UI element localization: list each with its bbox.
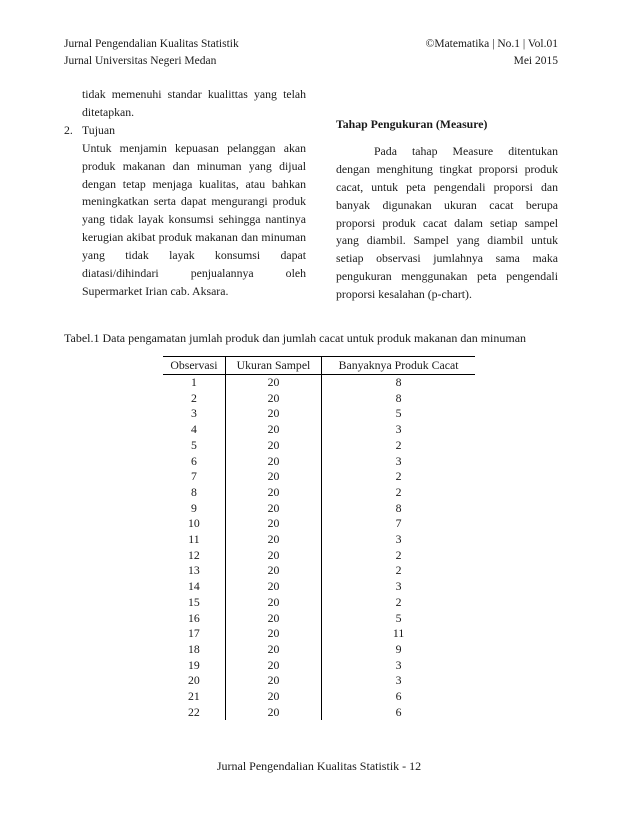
cell-observasi: 4 — [190, 422, 197, 437]
table-row — [163, 563, 475, 579]
cell-observasi: 22 — [188, 704, 200, 719]
cell-produk-cacat: 2 — [322, 548, 475, 564]
cell-observasi: 13 — [188, 563, 200, 578]
table-row — [163, 391, 475, 407]
table-row — [163, 375, 475, 391]
cell-produk-cacat: 7 — [322, 516, 475, 532]
cell-observasi: 19 — [188, 657, 200, 672]
cell-ukuran-sampel: 20 — [225, 485, 321, 501]
cell-ukuran-sampel: 20 — [225, 516, 321, 532]
cell-observasi: 12 — [188, 547, 200, 562]
cell-ukuran-sampel: 20 — [225, 658, 321, 674]
journal-title: Jurnal Pengendalian Kualitas Statistik — [64, 38, 239, 50]
list-item-title: Tujuan — [82, 122, 116, 137]
cell-produk-cacat: 2 — [322, 469, 475, 485]
cell-ukuran-sampel: 20 — [225, 422, 321, 438]
table-row — [163, 469, 475, 485]
column-header-produk-cacat: Banyaknya Produk Cacat — [322, 357, 475, 375]
cell-produk-cacat: 8 — [322, 375, 475, 391]
table-row — [163, 689, 475, 705]
cell-produk-cacat: 2 — [322, 438, 475, 454]
cell-observasi: 8 — [190, 484, 197, 499]
cell-observasi: 2 — [190, 390, 197, 405]
journal-publisher: Jurnal Universitas Negeri Medan — [64, 55, 217, 67]
cell-observasi: 14 — [188, 579, 200, 594]
cell-produk-cacat: 6 — [322, 705, 475, 721]
cell-produk-cacat: 6 — [322, 689, 475, 705]
table-row — [163, 422, 475, 438]
journal-issue: ©Matematika | No.1 | Vol.01 — [425, 38, 558, 50]
cell-ukuran-sampel: 20 — [225, 548, 321, 564]
cell-ukuran-sampel: 20 — [225, 501, 321, 517]
cell-ukuran-sampel: 20 — [225, 563, 321, 579]
table-row — [163, 611, 475, 627]
observation-table — [163, 356, 475, 720]
cell-produk-cacat: 3 — [322, 532, 475, 548]
cell-produk-cacat: 3 — [322, 673, 475, 689]
cell-observasi: 9 — [190, 500, 197, 515]
cell-produk-cacat: 5 — [322, 611, 475, 627]
cell-ukuran-sampel: 20 — [225, 454, 321, 470]
column-header-observasi: Observasi — [163, 357, 225, 375]
cell-observasi: 17 — [188, 626, 200, 641]
cell-observasi: 5 — [190, 437, 197, 452]
cell-produk-cacat: 2 — [322, 485, 475, 501]
cell-ukuran-sampel: 20 — [225, 375, 321, 391]
table-row — [163, 626, 475, 642]
cell-observasi: 7 — [190, 469, 197, 484]
numbered-list-item — [64, 122, 306, 301]
table-row — [163, 438, 475, 454]
cell-ukuran-sampel: 20 — [225, 579, 321, 595]
table-row — [163, 406, 475, 422]
cell-observasi: 20 — [188, 673, 200, 688]
cell-produk-cacat: 3 — [322, 579, 475, 595]
list-item-number: 2. — [64, 122, 73, 137]
table-row — [163, 658, 475, 674]
cell-ukuran-sampel: 20 — [225, 642, 321, 658]
cell-observasi: 16 — [188, 610, 200, 625]
cell-ukuran-sampel: 20 — [225, 595, 321, 611]
right-text-column — [336, 116, 558, 304]
cell-produk-cacat: 8 — [322, 391, 475, 407]
cell-ukuran-sampel: 20 — [225, 469, 321, 485]
journal-date: Mei 2015 — [513, 55, 558, 67]
column-header-ukuran-sampel: Ukuran Sampel — [225, 357, 321, 375]
cell-produk-cacat: 5 — [322, 406, 475, 422]
cell-ukuran-sampel: 20 — [225, 438, 321, 454]
table-row — [163, 454, 475, 470]
table-caption: Tabel.1 Data pengamatan jumlah produk dan jumlah cacat untuk produk makanan dan minuman — [64, 331, 527, 345]
table-row — [163, 548, 475, 564]
cell-observasi: 3 — [190, 406, 197, 421]
cell-observasi: 21 — [188, 689, 200, 704]
running-header-left — [64, 36, 239, 70]
cell-observasi: 18 — [188, 641, 200, 656]
cell-ukuran-sampel: 20 — [225, 673, 321, 689]
cell-produk-cacat: 3 — [322, 658, 475, 674]
table-header-row — [163, 357, 475, 375]
cell-ukuran-sampel: 20 — [225, 406, 321, 422]
cell-observasi: 15 — [188, 594, 200, 609]
table-row — [163, 579, 475, 595]
table-row — [163, 595, 475, 611]
table-row — [163, 485, 475, 501]
section-paragraph: Pada tahap Measure ditentukan dengan menghitung tingkat proporsi produk cacat, untuk peta pengendali proporsi dan banyak digunakan ukuran cacat berupa proporsi produk cacat dalam setiap sampel yang diambil. Sampel yang diambil untuk setiap observasi jumlahnya sama maka pengukuran menggunakan peta pengendali proporsi kesalahan (p-chart). — [336, 143, 558, 302]
cell-ukuran-sampel: 20 — [225, 532, 321, 548]
page-footer: Jurnal Pengendalian Kualitas Statistik - 12 — [216, 759, 422, 773]
cell-produk-cacat: 2 — [322, 563, 475, 579]
cell-observasi: 11 — [188, 532, 200, 547]
table-body — [163, 375, 475, 721]
continued-paragraph: tidak memenuhi standar kualittas yang telah ditetapkan. — [82, 87, 306, 119]
cell-ukuran-sampel: 20 — [225, 689, 321, 705]
cell-produk-cacat: 9 — [322, 642, 475, 658]
cell-produk-cacat: 8 — [322, 501, 475, 517]
cell-produk-cacat: 3 — [322, 454, 475, 470]
cell-produk-cacat: 3 — [322, 422, 475, 438]
table-row — [163, 642, 475, 658]
table-row — [163, 673, 475, 689]
list-item-body: Untuk menjamin kepuasan pelanggan akan produk makanan dan minuman yang dijual dengan tetap menjaga kualitas, atau bahkan meningkatkan serta dapat mengurangi produk yang tidak layak konsumsi sehingga nantinya kerugian akibat produk makanan dan minuman yang tidak layak konsumsi dapat diatasi/dihindari penjualannya oleh Supermarket Irian cab. Aksara. — [82, 140, 306, 298]
cell-ukuran-sampel: 20 — [225, 391, 321, 407]
cell-ukuran-sampel: 20 — [225, 705, 321, 721]
cell-observasi: 6 — [190, 453, 197, 468]
table-row — [163, 705, 475, 721]
cell-produk-cacat: 2 — [322, 595, 475, 611]
cell-observasi: 10 — [188, 516, 200, 531]
running-header-right — [426, 36, 558, 70]
section-heading: Tahap Pengukuran (Measure) — [336, 117, 488, 131]
cell-ukuran-sampel: 20 — [225, 611, 321, 627]
table-row — [163, 501, 475, 517]
table-row — [163, 532, 475, 548]
left-text-column — [64, 86, 306, 301]
cell-observasi: 1 — [190, 375, 197, 389]
table-row — [163, 516, 475, 532]
cell-ukuran-sampel: 20 — [225, 626, 321, 642]
cell-produk-cacat: 11 — [322, 626, 475, 642]
